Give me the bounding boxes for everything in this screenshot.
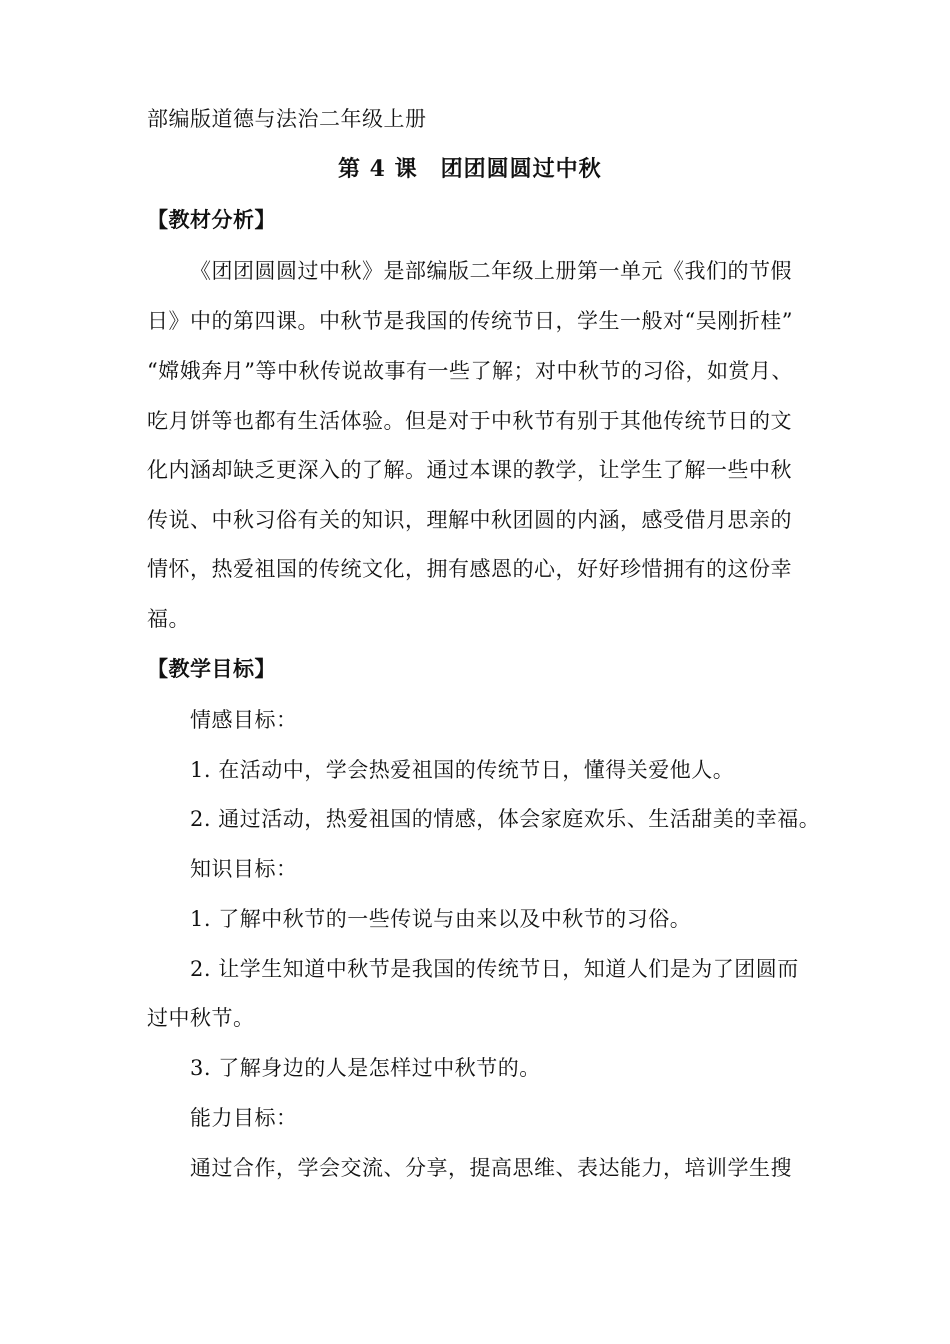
document-subtitle: 部编版道德与法治二年级上册	[147, 107, 427, 131]
paragraph-line: 日》中的第四课。中秋节是我国的传统节日，学生一般对“吴刚折桂”	[147, 309, 793, 333]
knowledge-goal-item: 过中秋节。	[147, 1006, 255, 1030]
ability-goal-item: 通过合作，学会交流、分享，提高思维、表达能力，培训学生搜	[190, 1156, 792, 1180]
paragraph-line: 《团团圆圆过中秋》是部编版二年级上册第一单元《我们的节假	[190, 259, 792, 283]
emotion-goal-label: 情感目标：	[190, 708, 298, 732]
knowledge-goal-item: 2. 让学生知道中秋节是我国的传统节日，知道人们是为了团圆而	[190, 957, 799, 981]
paragraph-line: 化内涵却缺乏更深入的了解。通过本课的教学，让学生了解一些中秋	[147, 458, 792, 482]
knowledge-goal-item: 3. 了解身边的人是怎样过中秋节的。	[190, 1056, 541, 1080]
paragraph-line: “嫦娥奔月”等中秋传说故事有一些了解；对中秋节的习俗，如赏月、	[147, 359, 793, 383]
ability-goal-label: 能力目标：	[190, 1106, 298, 1130]
emotion-goal-item: 2. 通过活动，热爱祖国的情感，体会家庭欢乐、生活甜美的幸福。	[190, 807, 821, 831]
lesson-title: 第 4 课 团团圆圆过中秋	[338, 156, 602, 182]
knowledge-goal-item: 1. 了解中秋节的一些传说与由来以及中秋节的习俗。	[190, 907, 692, 931]
section-heading-textbook-analysis: 【教材分析】	[147, 207, 276, 232]
paragraph-line: 吃月饼等也都有生活体验。但是对于中秋节有别于其他传统节日的文	[147, 409, 792, 433]
emotion-goal-item: 1. 在活动中，学会热爱祖国的传统节日，懂得关爱他人。	[190, 758, 735, 782]
section-heading-teaching-goals: 【教学目标】	[147, 656, 276, 681]
paragraph-line: 传说、中秋习俗有关的知识，理解中秋团圆的内涵，感受借月思亲的	[147, 508, 792, 532]
paragraph-line: 福。	[147, 607, 190, 631]
paragraph-line: 情怀，热爱祖国的传统文化，拥有感恩的心，好好珍惜拥有的这份幸	[147, 557, 792, 581]
knowledge-goal-label: 知识目标：	[190, 857, 298, 881]
